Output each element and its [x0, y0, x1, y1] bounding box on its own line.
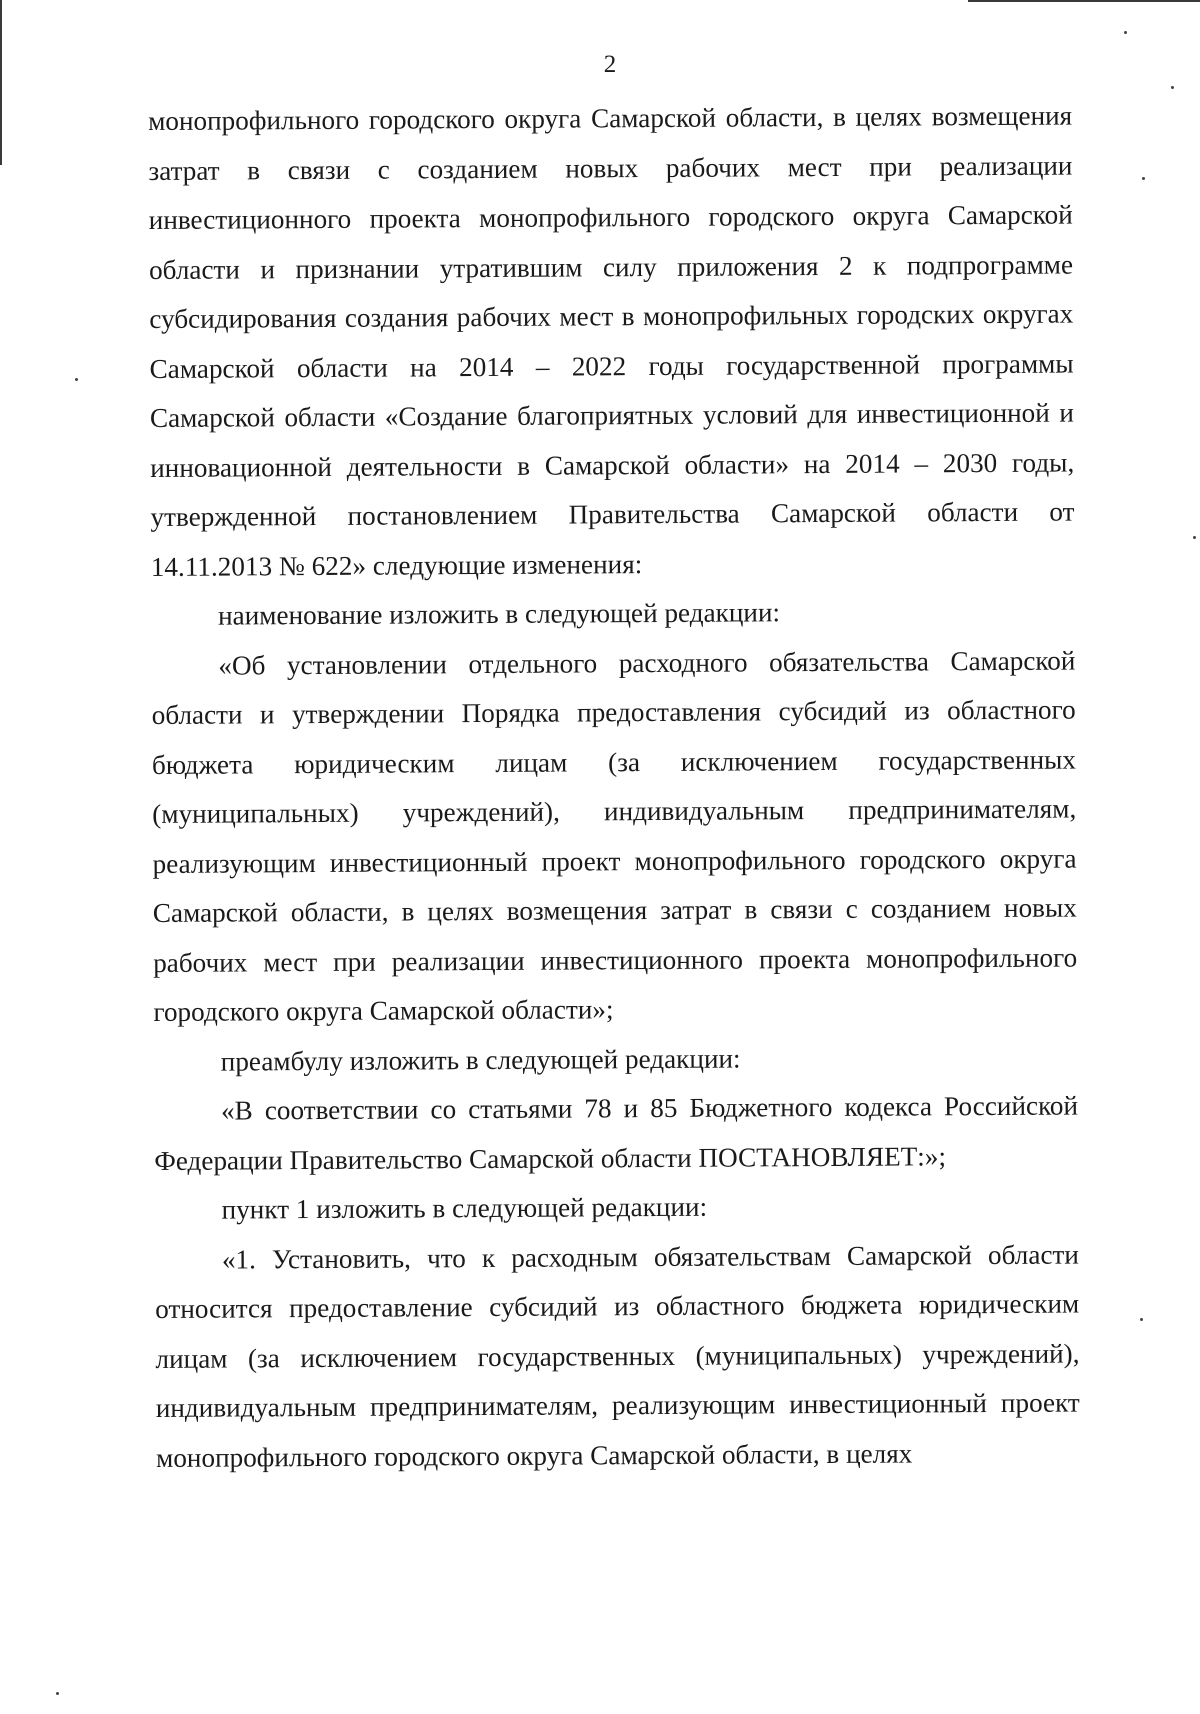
scan-speck [75, 378, 78, 381]
paragraph-new-title: «Об установлении отдельного расходного обязательства Самарской области и утверждении Порядка предоставления субсидий из областного бюджета юридическим лицам (за исключением государственных (муниципальных) учреждений), индивидуальным предпринимателям, реализующим инвестиционный проект монопрофильного городского округа Самарской области, в целях возмещения затрат в связи с созданием новых рабочих мест при реализации инвестиционного проекта монопрофильного городского округа Самарской области»; [151, 645, 1078, 1027]
scan-margin-line [0, 0, 2, 165]
scan-top-line [968, 0, 1200, 2]
paragraph-preamble-instruction: преамбулу изложить в следующей редакции: [220, 1043, 741, 1077]
paragraph-item1-instruction: пункт 1 изложить в следующей редакции: [221, 1191, 708, 1225]
document-body [148, 92, 1080, 1483]
page-number: 2 [603, 51, 617, 78]
paragraph-title-instruction: наименование изложить в следующей редакции: [217, 597, 781, 631]
paragraph-new-item1: «1. Установить, что к расходным обязательствам Самарской области относится предоставление субсидий из областного бюджета юридическим лицам (за исключением государственных (муниципальных) учреждений), индивидуальным предпринимателям, реализующим инвестиционный проект монопрофильного городского округа Самарской области, в целях [155, 1238, 1080, 1473]
scan-speck [56, 1692, 59, 1695]
scan-speck [1193, 536, 1196, 539]
scan-speck [1142, 177, 1145, 180]
scan-speck [1124, 31, 1127, 34]
scan-speck [1140, 1318, 1143, 1321]
paragraph-continuation: монопрофильного городского округа Самарской области, в целях возмещения затрат в связи с созданием новых рабочих мест при реализации инвестиционного проекта монопрофильного городского округа Самарской области и признании утратившим силу приложения 2 к подпрограмме субсидирования создания рабочих мест в монопрофильных городских округах Самарской области на 2014 – 2022 годы государственной программы Самарской области «Создание благоприятных условий для инвестиционной и инновационной деятельности в Самарской области» на 2014 – 2030 годы, утвержденной постановлением Правительства Самарской области от 14.11.2013 № 622» следующие изменения: [148, 100, 1075, 582]
scan-speck [1171, 86, 1174, 89]
paragraph-new-preamble: «В соответствии со статьями 78 и 85 Бюджетного кодекса Российской Федерации Правительство Самарской области ПОСТАНОВЛЯЕТ:»; [154, 1090, 1079, 1176]
